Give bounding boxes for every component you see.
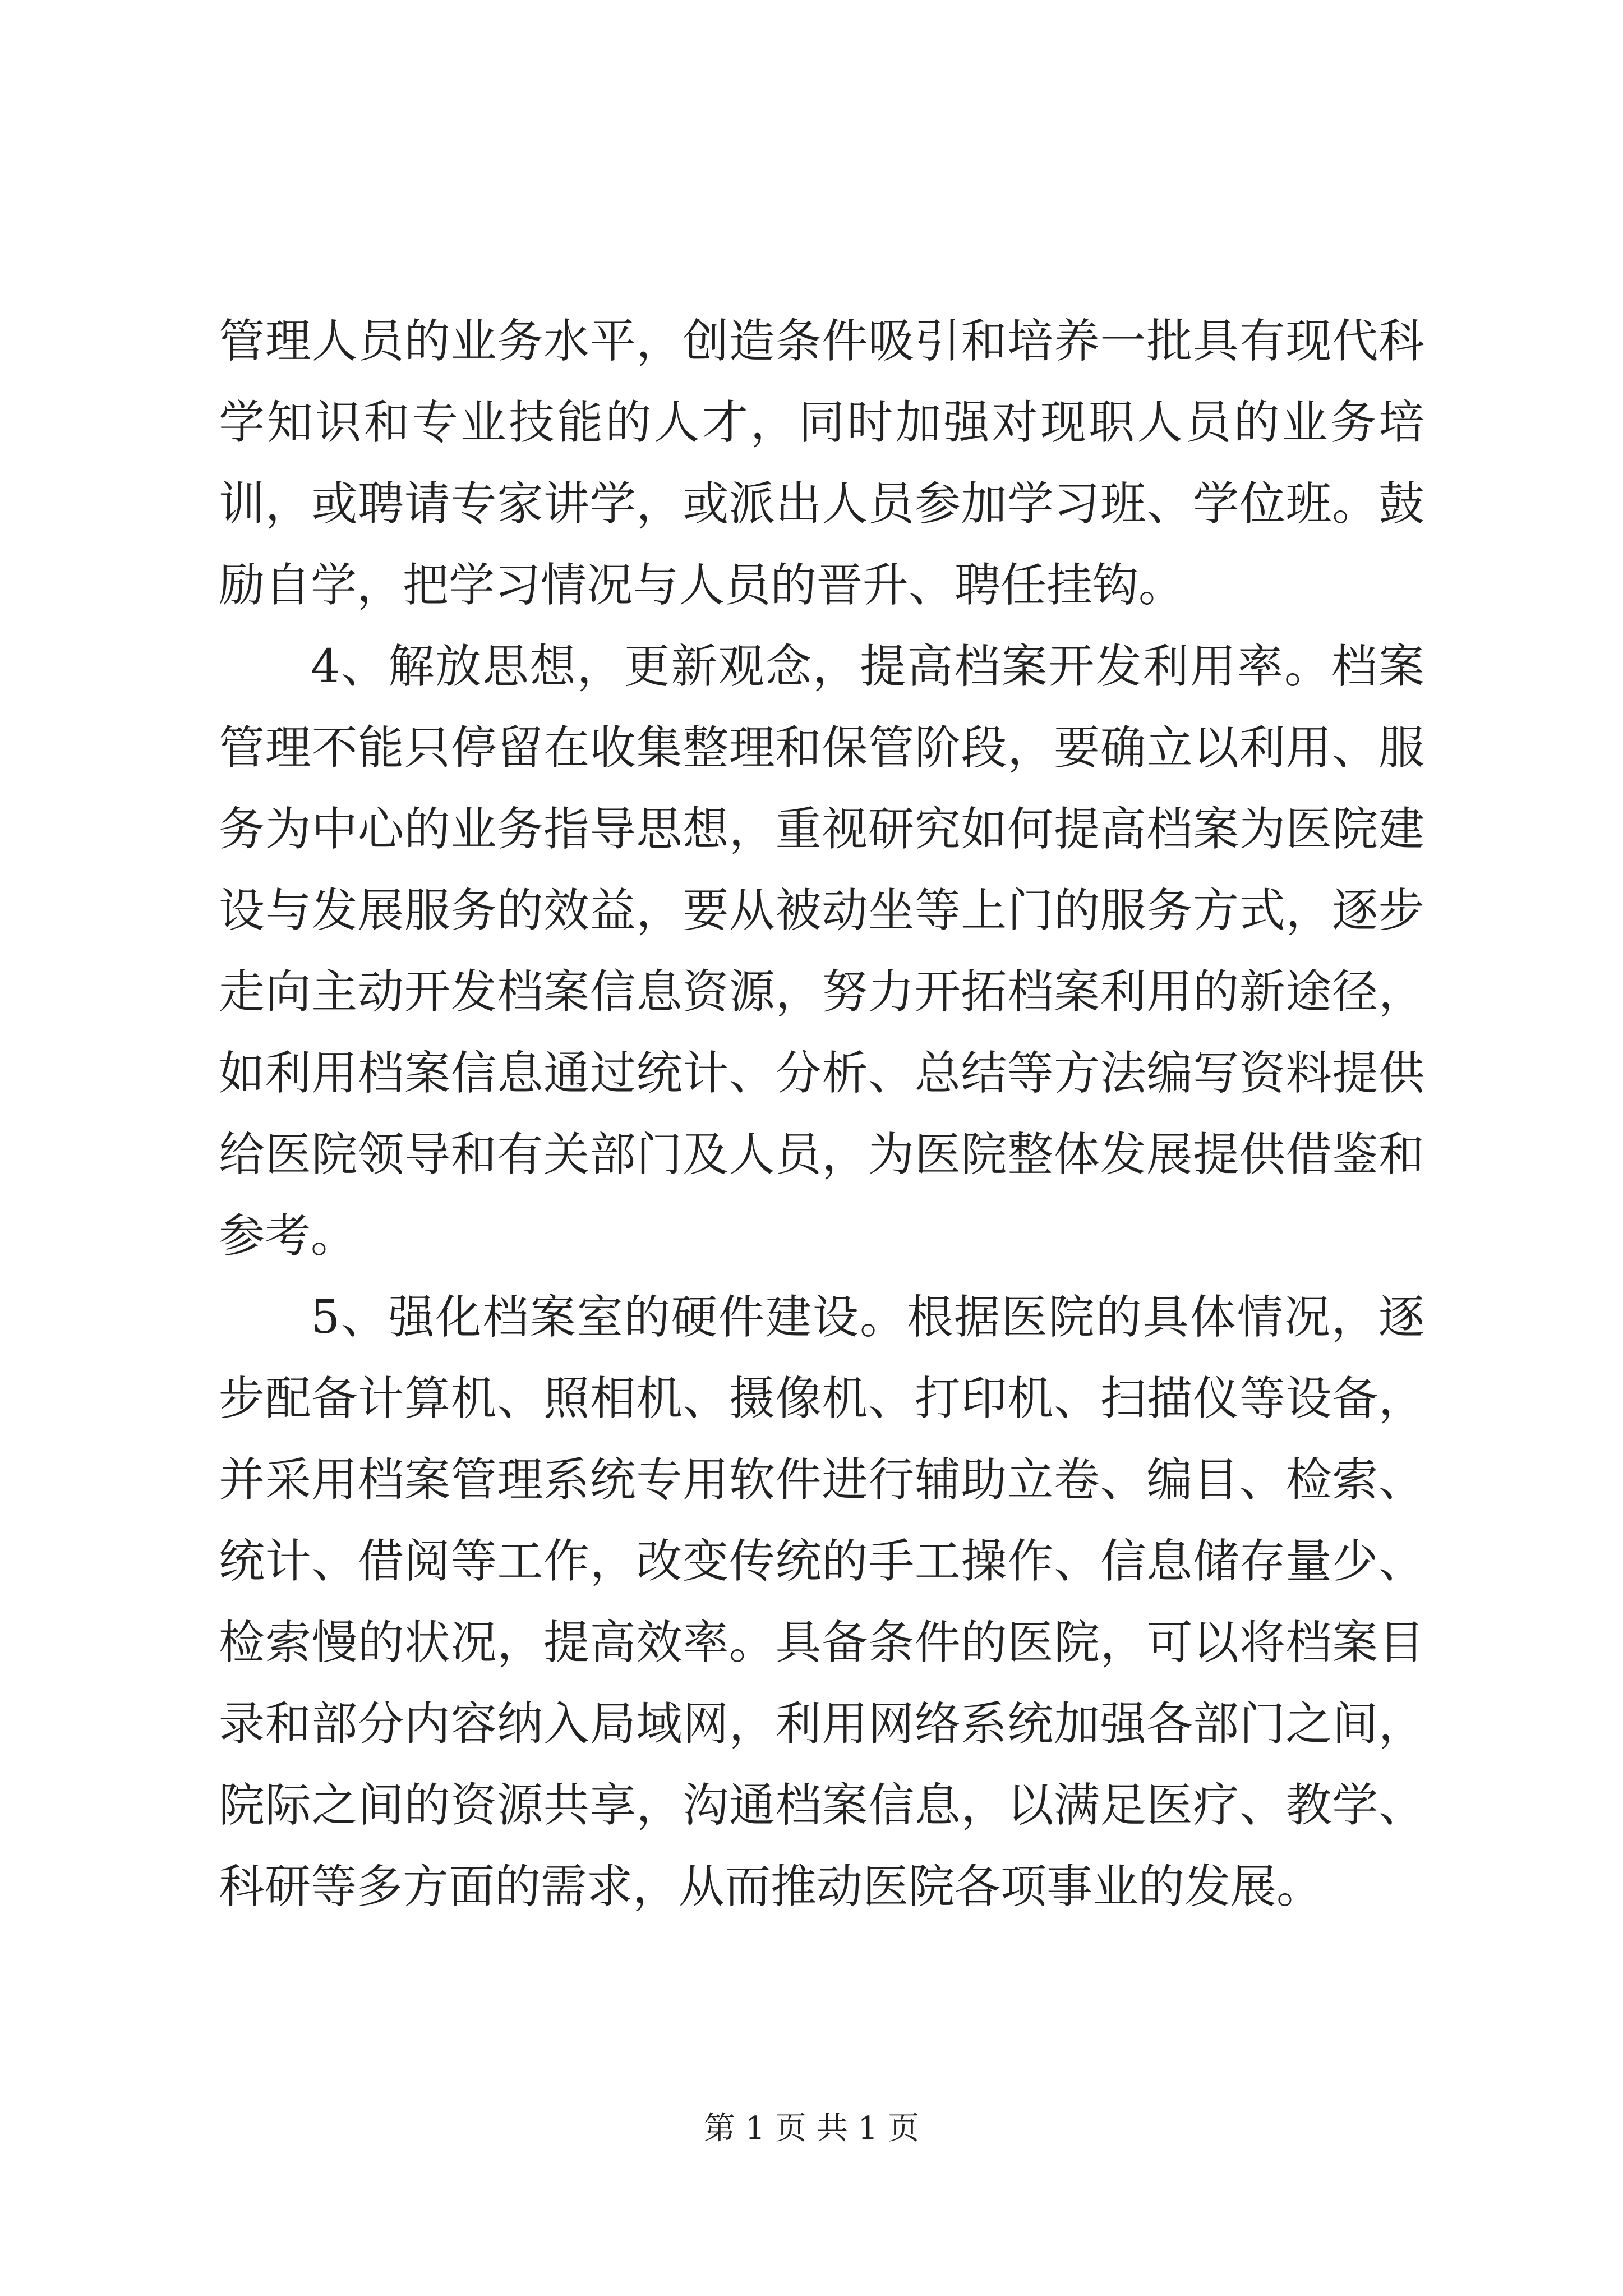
paragraph-1: 管理人员的业务水平，创造条件吸引和培养一批具有现代科学知识和专业技能的人才，同时加强对现职人员的业务培训，或聘请专家讲学，或派出人员参加学习班、学位班。鼓励自学，把学习情况与人员的晋升、聘任挂钩。 [219, 315, 1424, 612]
document-body [219, 301, 1424, 1927]
paragraph-3: 5、强化档案室的硬件建设。根据医院的具体情况，逐步配备计算机、照相机、摄像机、打印机、扫描仪等设备，并采用档案管理系统专用软件进行辅助立卷、编目、检索、统计、借阅等工作，改变传统的手工操作、信息储存量少、检索慢的状况，提高效率。具备条件的医院，可以将档案目录和部分内容纳入局域网，利用网络系统加强各部门之间，院际之间的资源共享，沟通档案信息，以满足医疗、教学、科研等多方面的需求，从而推动医院各项事业的发展。 [219, 1291, 1424, 1913]
page-number-footer: 第 1 页 共 1 页 [703, 2110, 920, 2147]
paragraph-2: 4、解放思想，更新观念，提高档案开发利用率。档案管理不能只停留在收集整理和保管阶段，要确立以利用、服务为中心的业务指导思想，重视研究如何提高档案为医院建设与发展服务的效益，要从被动坐等上门的服务方式，逐步走向主动开发档案信息资源，努力开拓档案利用的新途径，如利用档案信息通过统计、分析、总结等方法编写资料提供给医院领导和有关部门及人员，为医院整体发展提供借鉴和参考。 [219, 640, 1424, 1263]
